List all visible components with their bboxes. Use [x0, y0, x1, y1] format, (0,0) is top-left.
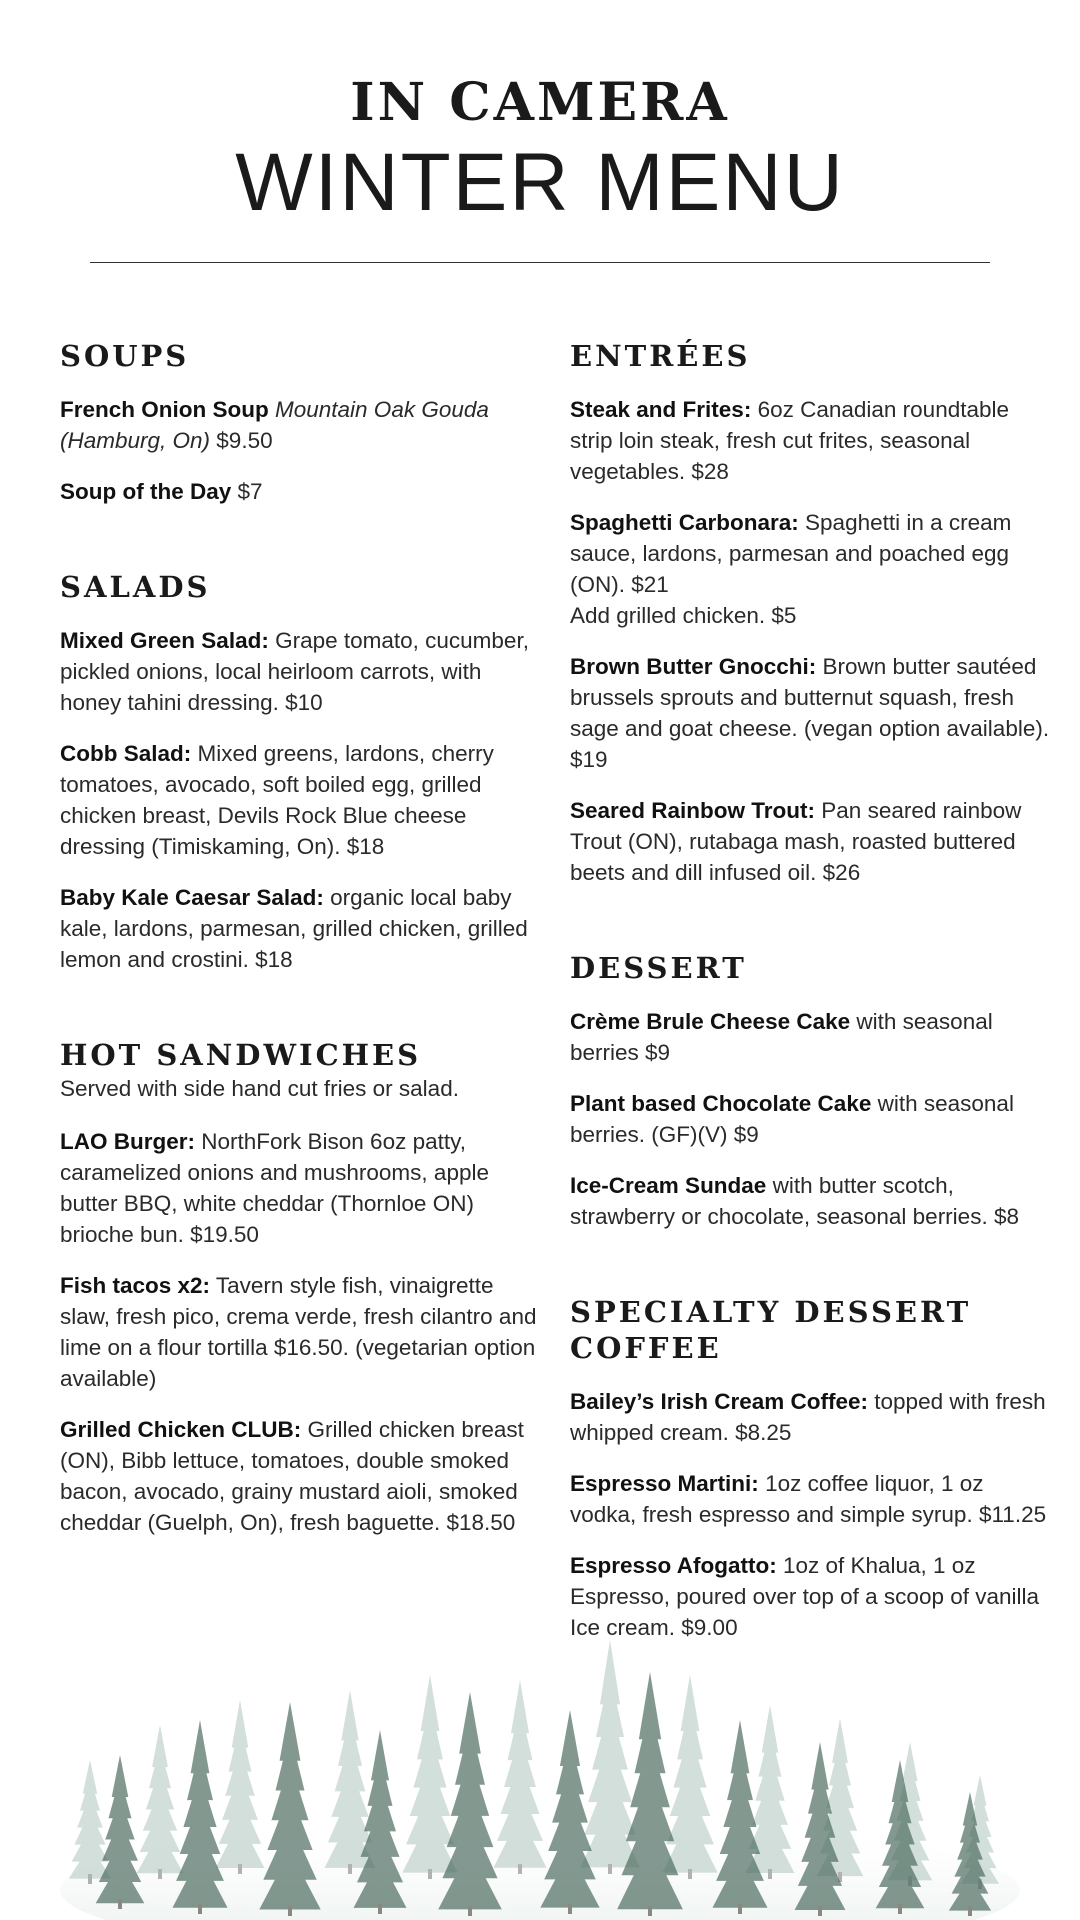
item-price: $11.25	[972, 1502, 1047, 1527]
menu-item	[570, 1006, 1050, 1068]
item-description: Pan seared rainbow Trout (ON), rutabaga mash, roasted buttered beets and dill infused oil.	[570, 798, 1022, 885]
item-name: Ice-Cream Sundae	[570, 1173, 767, 1198]
menu-item	[60, 625, 540, 718]
menu-item	[60, 738, 540, 862]
item-price: $9	[727, 1122, 759, 1147]
section-heading: HOT SANDWICHES	[60, 1038, 422, 1072]
menu-item	[570, 651, 1050, 775]
item-price: $9.50	[210, 428, 273, 453]
item-description: Mixed greens, lardons, cherry tomatoes, avocado, soft boiled egg, grilled chicken breast, Devils Rock Blue cheese dressing (Timiskaming, On).	[60, 741, 494, 859]
section-note: Served with side hand cut fries or salad.	[60, 1076, 459, 1101]
title-divider	[90, 262, 990, 263]
menu-item	[570, 1468, 1050, 1530]
item-price: $21	[625, 572, 669, 597]
item-name: Steak and Frites:	[570, 397, 752, 422]
menu-item	[60, 882, 540, 975]
section-heading: SALADS	[60, 570, 211, 604]
item-description: Grape tomato, cucumber, pickled onions, local heirloom carrots, with honey tahini dressing.	[60, 628, 529, 715]
menu-item	[60, 1270, 540, 1394]
right-column	[570, 338, 1050, 1705]
item-price: $19	[570, 747, 608, 772]
item-name: Soup of the Day	[60, 479, 232, 504]
item-name: Brown Butter Gnocchi:	[570, 654, 817, 679]
item-price: $8.25	[728, 1420, 792, 1445]
item-price: $10	[278, 690, 323, 715]
item-price: $16.50. (vegetarian option available)	[60, 1335, 536, 1391]
item-name: Cobb Salad:	[60, 741, 192, 766]
menu-section-salads	[60, 569, 540, 975]
item-name: Mixed Green Salad:	[60, 628, 269, 653]
item-name: Baby Kale Caesar Salad:	[60, 885, 324, 910]
menu-title: WINTER MENU	[235, 137, 845, 228]
section-heading: DESSERT	[570, 951, 747, 985]
item-description: Spaghetti in a cream sauce, lardons, parmesan and poached egg (ON).	[570, 510, 1012, 597]
item-price: $28	[685, 459, 729, 484]
item-price: $19.50	[183, 1222, 259, 1247]
item-description: Brown butter sautéed brussels sprouts and butternut squash, fresh sage and goat cheese. (vegan option available).	[570, 654, 1050, 741]
menu-section-entr-es	[570, 338, 1050, 888]
item-description: topped with fresh whipped cream.	[570, 1389, 1046, 1445]
restaurant-name: IN CAMERA	[350, 72, 730, 133]
item-description: 6oz Canadian roundtable strip loin steak, fresh cut frites, seasonal vegetables.	[570, 397, 1010, 484]
item-name: LAO Burger:	[60, 1129, 195, 1154]
menu-section-dessert	[570, 950, 1050, 1232]
item-description: with butter scotch, strawberry or chocolate, seasonal berries.	[570, 1173, 988, 1229]
item-name: Spaghetti Carbonara:	[570, 510, 799, 535]
menu-item	[60, 476, 540, 507]
item-description: Tavern style fish, vinaigrette slaw, fresh pico, crema verde, fresh cilantro and lime on a flour tortilla	[60, 1273, 537, 1360]
item-name: Plant based Chocolate Cake	[570, 1091, 872, 1116]
item-description: with seasonal berries. (GF)(V)	[570, 1091, 1014, 1147]
left-column	[60, 338, 540, 1600]
menu-section-specialty-dessert-coffee	[570, 1294, 1050, 1643]
item-name: Grilled Chicken CLUB:	[60, 1417, 302, 1442]
section-heading: SOUPS	[60, 339, 190, 373]
pine-forest-illustration	[50, 1620, 1030, 1920]
menu-item	[570, 394, 1050, 487]
menu-item	[570, 1386, 1050, 1448]
item-name: French Onion Soup	[60, 397, 269, 422]
menu-section-hot-sandwiches	[60, 1037, 540, 1538]
menu-item	[60, 1126, 540, 1250]
item-price: $18.50	[440, 1510, 516, 1535]
menu-item	[570, 1170, 1050, 1232]
item-price: $9	[638, 1040, 671, 1065]
item-name: Espresso Afogatto:	[570, 1553, 777, 1578]
menu-item	[60, 1414, 540, 1538]
menu-item	[570, 795, 1050, 888]
item-price: $9.00	[675, 1615, 738, 1640]
item-description: NorthFork Bison 6oz patty, caramelized onions and mushrooms, apple butter BBQ, white cheddar (Thornloe ON) brioche bun.	[60, 1129, 489, 1247]
item-name: Seared Rainbow Trout:	[570, 798, 816, 823]
item-add-on: Add grilled chicken. $5	[570, 603, 797, 628]
item-name: Bailey’s Irish Cream Coffee:	[570, 1389, 869, 1414]
item-description: 1oz coffee liquor, 1 oz vodka, fresh espresso and simple syrup.	[570, 1471, 984, 1527]
item-name: Espresso Martini:	[570, 1471, 759, 1496]
section-heading: SPECIALTY DESSERT COFFEE	[570, 1295, 972, 1365]
item-description: 1oz of Khalua, 1 oz Espresso, poured over top of a scoop of vanilla Ice cream.	[570, 1553, 1040, 1640]
item-description: Grilled chicken breast (ON), Bibb lettuce, tomatoes, double smoked bacon, avocado, grainy mustard aioli, smoked cheddar (Guelph, On), fresh baguette.	[60, 1417, 524, 1535]
item-name: Fish tacos x2:	[60, 1273, 211, 1298]
menu-section-soups	[60, 338, 540, 507]
menu-item	[570, 1088, 1050, 1150]
item-price: $8	[987, 1204, 1019, 1229]
item-price: $26	[816, 860, 861, 885]
item-price: $18	[248, 947, 293, 972]
item-name: Crème Brule Cheese Cake	[570, 1009, 851, 1034]
section-heading: ENTRÉES	[570, 339, 751, 373]
item-description: with seasonal berries	[570, 1009, 993, 1065]
item-description: Mountain Oak Gouda (Hamburg, On)	[60, 397, 489, 453]
item-price: $18	[340, 834, 385, 859]
menu-item	[60, 394, 540, 456]
menu-item	[570, 507, 1050, 631]
item-description: organic local baby kale, lardons, parmesan, grilled chicken, grilled lemon and crostini.	[60, 885, 528, 972]
item-price: $7	[231, 479, 263, 504]
